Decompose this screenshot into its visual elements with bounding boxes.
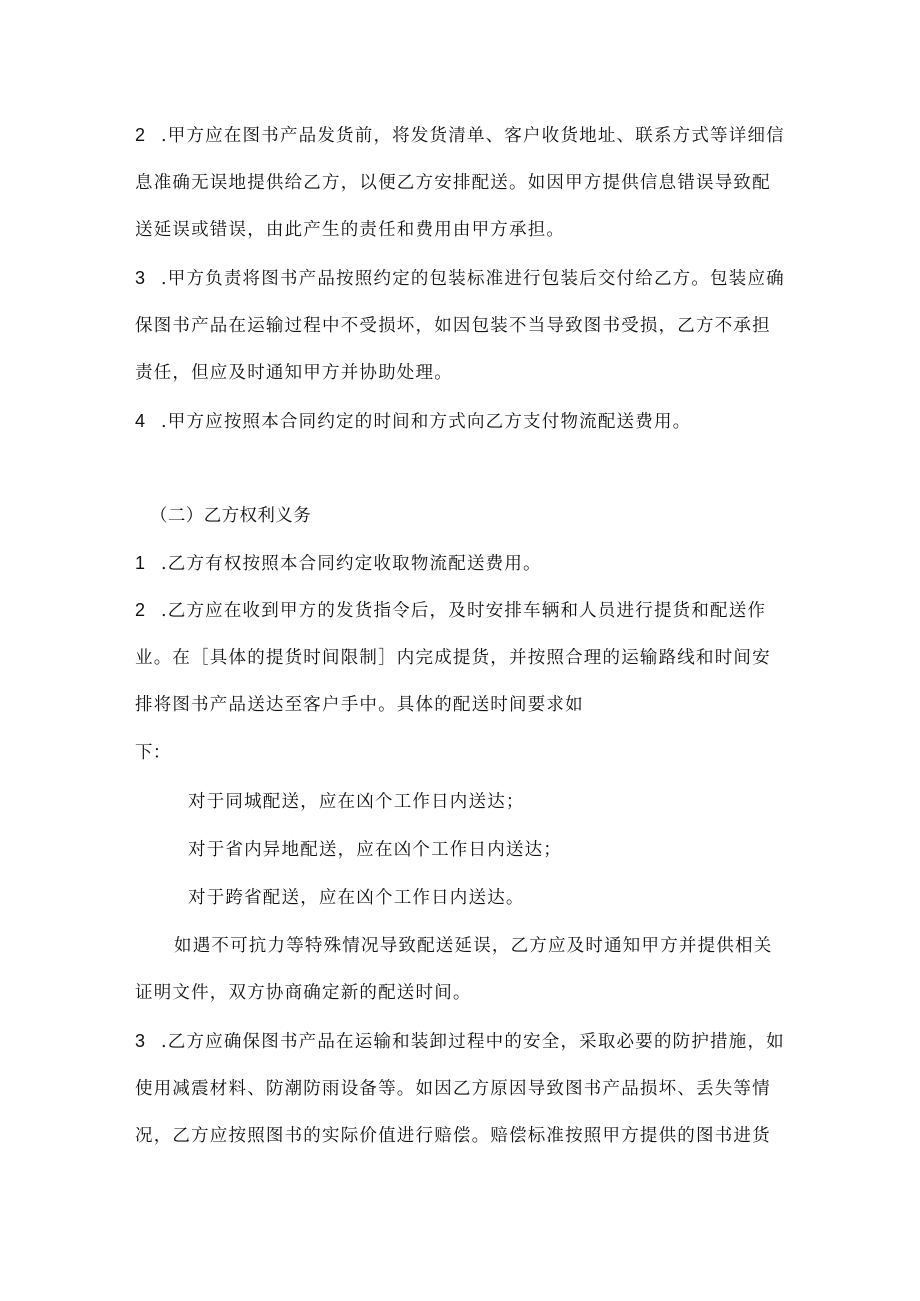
clause-a2-text-1: .甲方应在图书产品发货前，将发货清单、客户收货地址、联系方式等详细信 — [161, 126, 785, 146]
force-majeure-line-2: 证明文件，双方协商确定新的配送时间。 — [135, 983, 472, 1003]
clause-b3-line-2: 使用减震材料、防潮防雨设备等。如因乙方原因导致图书产品损坏、丢失等情 — [135, 1079, 771, 1099]
clause-b2-line-1 — [135, 598, 766, 623]
clause-b2-line-3: 排将图书产品送达至客户手中。具体的配送时间要求如 — [135, 695, 584, 715]
clause-a2-line-2: 息准确无误地提供给乙方，以便乙方安排配送。如因甲方提供信息错误导致配 — [135, 173, 771, 193]
clause-b1-text-1: .乙方有权按照本合同约定收取物流配送费用。 — [161, 554, 542, 574]
clause-b3-line-1 — [135, 1029, 785, 1054]
clause-a3-line-2: 保图书产品在运输过程中不受损坏，如因包装不当导致图书受损，乙方不承担 — [135, 316, 771, 336]
clause-a4-number: 4 — [135, 411, 146, 431]
clause-b3-text-1: .乙方应确保图书产品在运输和装卸过程中的安全，采取必要的防护措施，如 — [161, 1032, 785, 1052]
clause-a4-line-1 — [135, 409, 691, 434]
clause-a2-line-1 — [135, 123, 785, 148]
clause-b2-line-4: 下： — [135, 743, 171, 763]
clause-b3-number: 3 — [135, 1031, 146, 1051]
clause-b2-line-2: 业。在［具体的提货时间限制］内完成提货，并按照合理的运输路线和时间安 — [135, 648, 771, 668]
clause-a3-line-3: 责任，但应及时通知甲方并协助处理。 — [135, 363, 453, 383]
delivery-time-same-city: 对于同城配送，应在凶个工作日内送达； — [188, 792, 525, 812]
clause-b2-text-1: .乙方应在收到甲方的发货指令后，及时安排车辆和人员进行提货和配送作 — [161, 601, 767, 621]
clause-a2-number: 2 — [135, 125, 146, 145]
clause-b1-line-1 — [135, 551, 542, 576]
clause-b2-number: 2 — [135, 600, 146, 620]
clause-a3-number: 3 — [135, 268, 146, 288]
clause-b3-line-3: 况，乙方应按照图书的实际价值进行赔偿。赔偿标准按照甲方提供的图书进货 — [135, 1126, 771, 1146]
clause-a3-line-1 — [135, 266, 785, 291]
clause-a3-text-1: .甲方负责将图书产品按照约定的包装标准进行包装后交付给乙方。包装应确 — [161, 269, 785, 289]
clause-a2-line-3: 送延误或错误，由此产生的责任和费用由甲方承担。 — [135, 220, 566, 240]
clause-a4-text-1: .甲方应按照本合同约定的时间和方式向乙方支付物流配送费用。 — [161, 412, 692, 432]
section-b-heading: （二）乙方权利义务 — [150, 506, 312, 526]
delivery-time-in-province: 对于省内异地配送，应在凶个工作日内送达； — [188, 840, 562, 860]
delivery-time-cross-province: 对于跨省配送，应在凶个工作日内送达。 — [188, 888, 525, 908]
clause-b1-number: 1 — [135, 553, 146, 573]
force-majeure-line-1: 如遇不可抗力等特殊情况导致配送延误，乙方应及时通知甲方并提供相关 — [174, 936, 773, 956]
